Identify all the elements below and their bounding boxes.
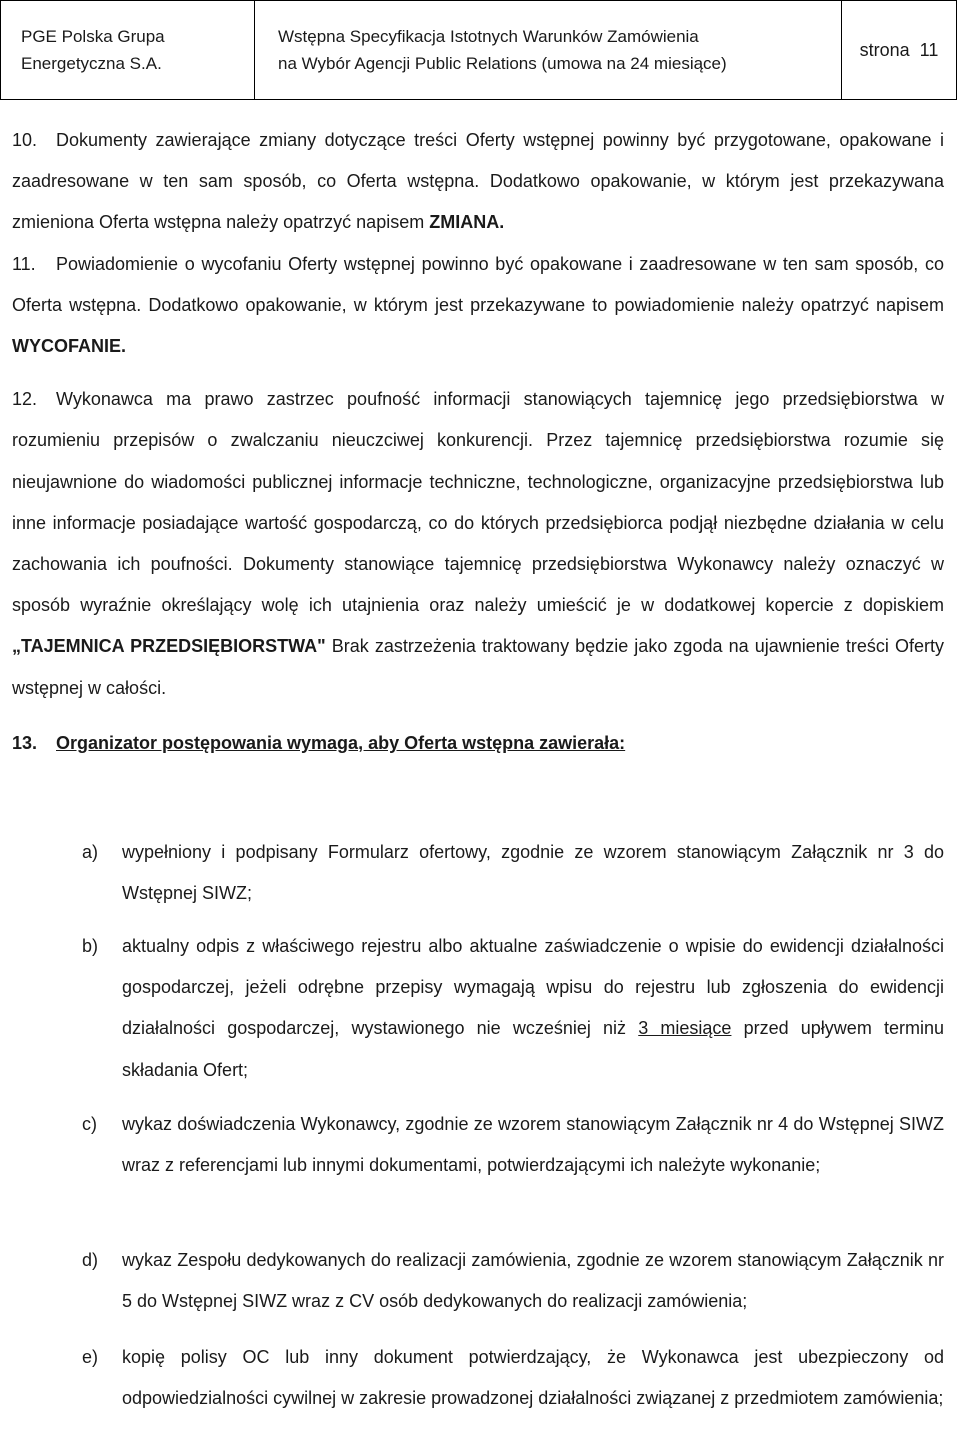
list-item-d (82, 1240, 944, 1322)
header-page-number (842, 1, 956, 99)
paragraph-10 (12, 120, 944, 244)
list-item-b (82, 926, 944, 1091)
list-item-text-end: przed upływem terminu składania Ofert; (122, 1018, 944, 1080)
list-item-label: d) (82, 1250, 99, 1270)
header-company-line1: PGE Polska Grupa (21, 27, 165, 46)
header-title (255, 1, 842, 99)
list-item-c (82, 1104, 944, 1186)
list-item-label: e) (82, 1347, 99, 1367)
document-body (12, 120, 944, 764)
paragraph-text: Dokumenty zawierające zmiany dotyczące treści Oferty wstępnej powinny być przygotowane, opakowane i zaadresowane w ten sam sposób, co Oferta wstępna. Dodatkowo opakowanie, w którym jest przekazywana zmieniona Oferta wstępna należy opatrzyć napisem (12, 130, 944, 233)
paragraph-13-heading (12, 723, 944, 764)
list-item-label: a) (82, 842, 99, 862)
list-item-text-part: aktualny odpis z właściwego rejestru albo aktualne zaświadczenie o wpisie do ewidencji działalności gospodarczej, jeżeli odrębne przepisy wymagają wpisu do rejestru lub zgłoszenia do ewidencji działalności gospodarczej, wystawionego nie wcześniej niż (122, 936, 944, 1039)
list-item-text: kopię polisy OC lub inny dokument potwierdzający, że Wykonawca jest ubezpieczony od odpowiedzialności cywilnej w zakresie prowadzonej działalności związanej z przedmiotem zamówienia; (122, 1347, 944, 1409)
list-item-e (82, 1337, 944, 1419)
list-item-text: wykaz Zespołu dedykowanych do realizacji zamówienia, zgodnie ze wzorem stanowiącym Załącznik nr 5 do Wstępnej SIWZ wraz z CV osób dedykowanych do realizacji zamówienia; (122, 1250, 944, 1312)
paragraph-number: 13. (12, 732, 38, 753)
paragraph-heading-text: Organizator postępowania wymaga, aby Oferta wstępna zawierała: (56, 732, 626, 753)
page-number-label: strona 11 (859, 39, 939, 60)
list-item-label: b) (82, 936, 99, 956)
paragraph-11 (12, 244, 944, 368)
paragraph-text-continued: Brak zastrzeżenia traktowany będzie jako zgoda na ujawnienie treści Oferty wstępnej w całości. (12, 636, 944, 698)
header-title-line2: na Wybór Agencji Public Relations (umowa na 24 miesiące) (278, 54, 727, 73)
list-item-text (122, 926, 944, 1091)
paragraph-bold-text: WYCOFANIE. (12, 336, 127, 357)
header-company-line2: Energetyczna S.A. (21, 54, 162, 73)
paragraph-number: 10. (12, 130, 38, 150)
paragraph-12 (12, 379, 944, 709)
list-item-underlined: 3 miesiące (638, 1018, 732, 1039)
page-header (0, 0, 957, 100)
paragraph-number: 12. (12, 389, 38, 410)
paragraph-number: 11. (12, 253, 36, 274)
list-item-text: wypełniony i podpisany Formularz ofertowy, zgodnie ze wzorem stanowiącym Załącznik nr 3 do Wstępnej SIWZ; (122, 842, 944, 904)
header-title-line1: Wstępna Specyfikacja Istotnych Warunków Zamówienia (278, 27, 699, 46)
paragraph-text: Wykonawca ma prawo zastrzec poufność informacji stanowiących tajemnicę jego przedsiębiorstwa w rozumieniu przepisów o zwalczaniu nieuczciwej konkurencji. Przez tajemnicę przedsiębiorstwa rozumie się nieujawnione do wiadomości publicznej informacje techniczne, technologiczne, organizacyjne przedsiębiorstwa lub inne informacje posiadające wartość gospodarczą, co do których przedsiębiorca podjął niezbędne działania w celu zachowania ich poufności. Dokumenty stanowiące tajemnicę przedsiębiorstwa Wykonawcy należy oznaczyć w sposób wyraźnie określający wolę ich utajnienia oraz należy umieścić je w dodatkowej kopercie z dopiskiem (12, 389, 944, 616)
header-company (1, 1, 255, 99)
paragraph-bold-text: „TAJEMNICA PRZEDSIĘBIORSTWA" (12, 636, 326, 657)
list-item-text: wykaz doświadczenia Wykonawcy, zgodnie ze wzorem stanowiącym Załącznik nr 4 do Wstępnej SIWZ wraz z referencjami lub innymi dokumentami, potwierdzającymi ich należyte wykonanie; (122, 1114, 944, 1176)
list-item-label: c) (82, 1114, 97, 1134)
list-item-a (82, 832, 944, 914)
paragraph-text: Powiadomienie o wycofaniu Oferty wstępnej powinno być opakowane i zaadresowane w ten sam sposób, co Oferta wstępna. Dodatkowo opakowanie, w którym jest przekazywane to powiadomienie należy opatrzyć napisem (12, 253, 944, 315)
paragraph-bold-text: ZMIANA. (429, 212, 505, 233)
